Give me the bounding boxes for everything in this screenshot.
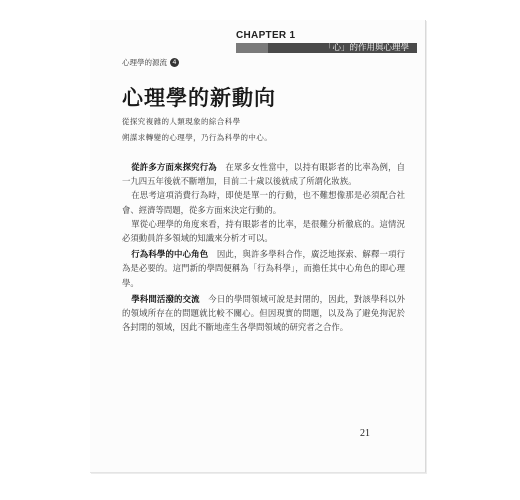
paragraph: 單從心理學的角度來看，持有眼影者的比率，是很難分析徹底的。這情況必須動員許多領域的知識來分析才可以。 [122, 218, 405, 244]
subtitle-line-1: 從探究複雜的人類現象的綜合科學 [122, 117, 241, 126]
page-title: 心理學的新動向 [122, 86, 276, 110]
subtitle-line-2: 朔謀求轉變的心理學，乃行為科學的中心。 [122, 133, 273, 142]
chapter-banner-accent [236, 43, 268, 53]
section-heading: 從許多方面來探究行為 [131, 162, 217, 172]
section-heading: 行為科學的中心角色 [131, 249, 209, 260]
series-tag [122, 57, 179, 68]
section-paragraph [122, 292, 405, 335]
section-paragraph [122, 247, 405, 290]
section-paragraph [122, 160, 405, 188]
chapter-label: CHAPTER 1 [236, 30, 296, 41]
page-number: 21 [360, 428, 370, 439]
paragraph-text: 在眾多女性當中，以持有眼影者的比率為例，自一九四五年後就不斷增加，目前二十歲以後就成了所謂化妝族。 [122, 162, 405, 187]
section-heading: 學科間活潑的交流 [131, 293, 200, 304]
body-text [122, 160, 405, 334]
paragraph-text: 今日的學問領域可說是封閉的，因此，對該學科以外的領域所存在的問題就比較不關心。但因現實的問題，以及為了避免拘泥於各封閉的領域，因此不斷地產生各學問領域的研究者之合作。 [122, 293, 406, 333]
series-name: 心理學的源流 [122, 58, 167, 67]
chapter-subtitle: 「心」的作用與心理學 [323, 43, 409, 53]
paragraph-text: 因此，與許多學科合作，廣泛地探索、解釋一項行為是必要的。這門新的學問便稱為「行為科學」，而擔任其中心角色的即心理學。 [122, 249, 406, 288]
paragraph: 在思考這項消費行為時，即使是單一的行動，也不難想像那是必須配合社會、經濟等問題，從多方面來決定行動的。 [122, 190, 405, 215]
chapter-banner [236, 43, 417, 53]
series-number-badge: 4 [170, 58, 179, 67]
